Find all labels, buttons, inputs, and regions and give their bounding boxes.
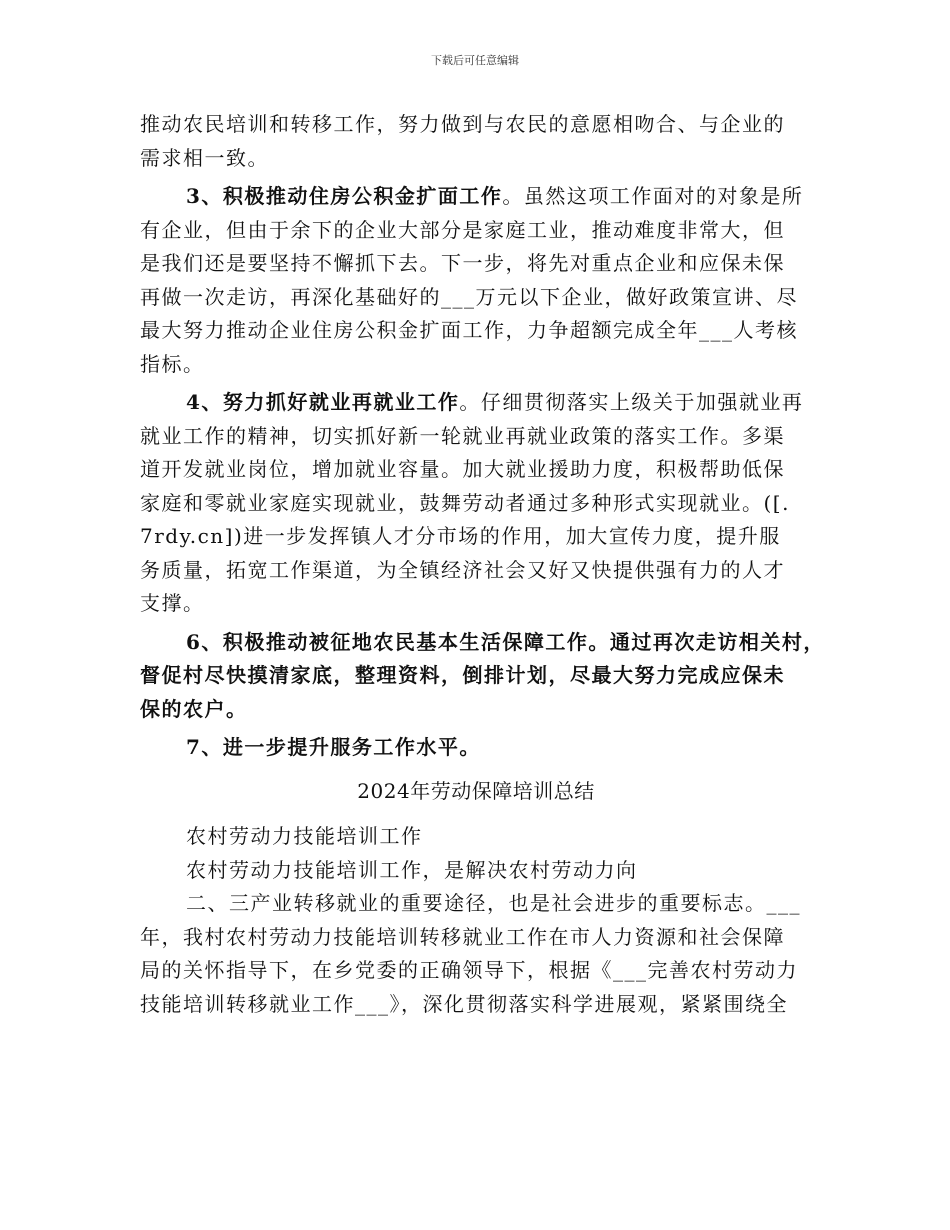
paragraph-line: 7rdy.cn])进一步发挥镇人才分市场的作用，加大宣传力度，提升服 xyxy=(140,524,781,548)
paragraph-line: 务质量，拓宽工作渠道，为全镇经济社会又好又快提供强有力的人才 xyxy=(140,557,785,582)
item-4-text: 。仔细贯彻落实上级关于加强就业再 xyxy=(459,390,804,414)
paragraph-line: 指标。 xyxy=(140,351,205,376)
paragraph-line: 年，我村农村劳动力技能培训转移就业工作在市人力资源和社会保障 xyxy=(140,924,785,949)
paragraph-line: 道开发就业岗位，增加就业容量。加大就业援助力度，积极帮助低保 xyxy=(140,457,785,481)
paragraph-line: 就业工作的精神，切实抓好新一轮就业再就业政策的落实工作。多渠 xyxy=(140,423,785,448)
item-3-text: 。虽然这项工作面对的对象是所 xyxy=(502,184,804,208)
paragraph-line: 技能培训转移就业工作___》，深化贯彻落实科学进展观，紧紧围绕全 xyxy=(140,991,788,1016)
item-6-line: 保的农户。 xyxy=(140,696,248,721)
paragraph-line: 需求相一致。 xyxy=(140,145,269,170)
paragraph-line: 有企业，但由于余下的企业大部分是家庭工业，推动难度非常大，但 xyxy=(140,217,785,242)
paragraph-line: 局的关怀指导下，在乡党委的正确领导下，根据《___完善农村劳动力 xyxy=(140,958,798,982)
paragraph-line: 支撑。 xyxy=(140,591,205,615)
item-6-line: 督促村尽快摸清家底，整理资料，倒排计划，尽最大努力完成应保未 xyxy=(140,663,785,687)
paragraph-line: 二、三产业转移就业的重要途径，也是社会进步的重要标志。___ xyxy=(186,891,801,915)
page-header: 下载后可任意编辑 xyxy=(431,54,519,67)
document-body xyxy=(140,108,825,1021)
paragraph-line: 最大努力推动企业住房公积金扩面工作，力争超额完成全年___人考核 xyxy=(140,318,798,342)
item-4-heading: 4、努力抓好就业再就业工作 xyxy=(186,390,460,414)
document-title: 2024年劳动保障培训总结 xyxy=(357,778,595,803)
item-6-line: 6、积极推动被征地农民基本生活保障工作。通过再次走访相关村， xyxy=(186,629,825,654)
paragraph-line: 是我们还是要坚持不懈抓下去。下一步，将先对重点企业和应保未保 xyxy=(140,251,785,275)
item-3-first-line xyxy=(140,180,812,214)
item-3-heading: 3、积极推动住房公积金扩面工作 xyxy=(186,184,503,208)
item-7-heading: 7、进一步提升服务工作水平。 xyxy=(186,735,481,759)
section-heading: 农村劳动力技能培训工作 xyxy=(186,824,423,848)
paragraph-line: 家庭和零就业家庭实现就业，鼓舞劳动者通过多种形式实现就业。([. xyxy=(140,490,790,515)
paragraph-line: 再做一次走访，再深化基础好的___万元以下企业，做好政策宣讲、尽 xyxy=(140,284,798,309)
paragraph-line: 推动农民培训和转移工作，努力做到与农民的意愿相吻合、与企业的 xyxy=(140,112,785,136)
section-intro: 农村劳动力技能培训工作，是解决农村劳动力向 xyxy=(186,857,638,882)
item-4-first-line xyxy=(140,386,812,420)
